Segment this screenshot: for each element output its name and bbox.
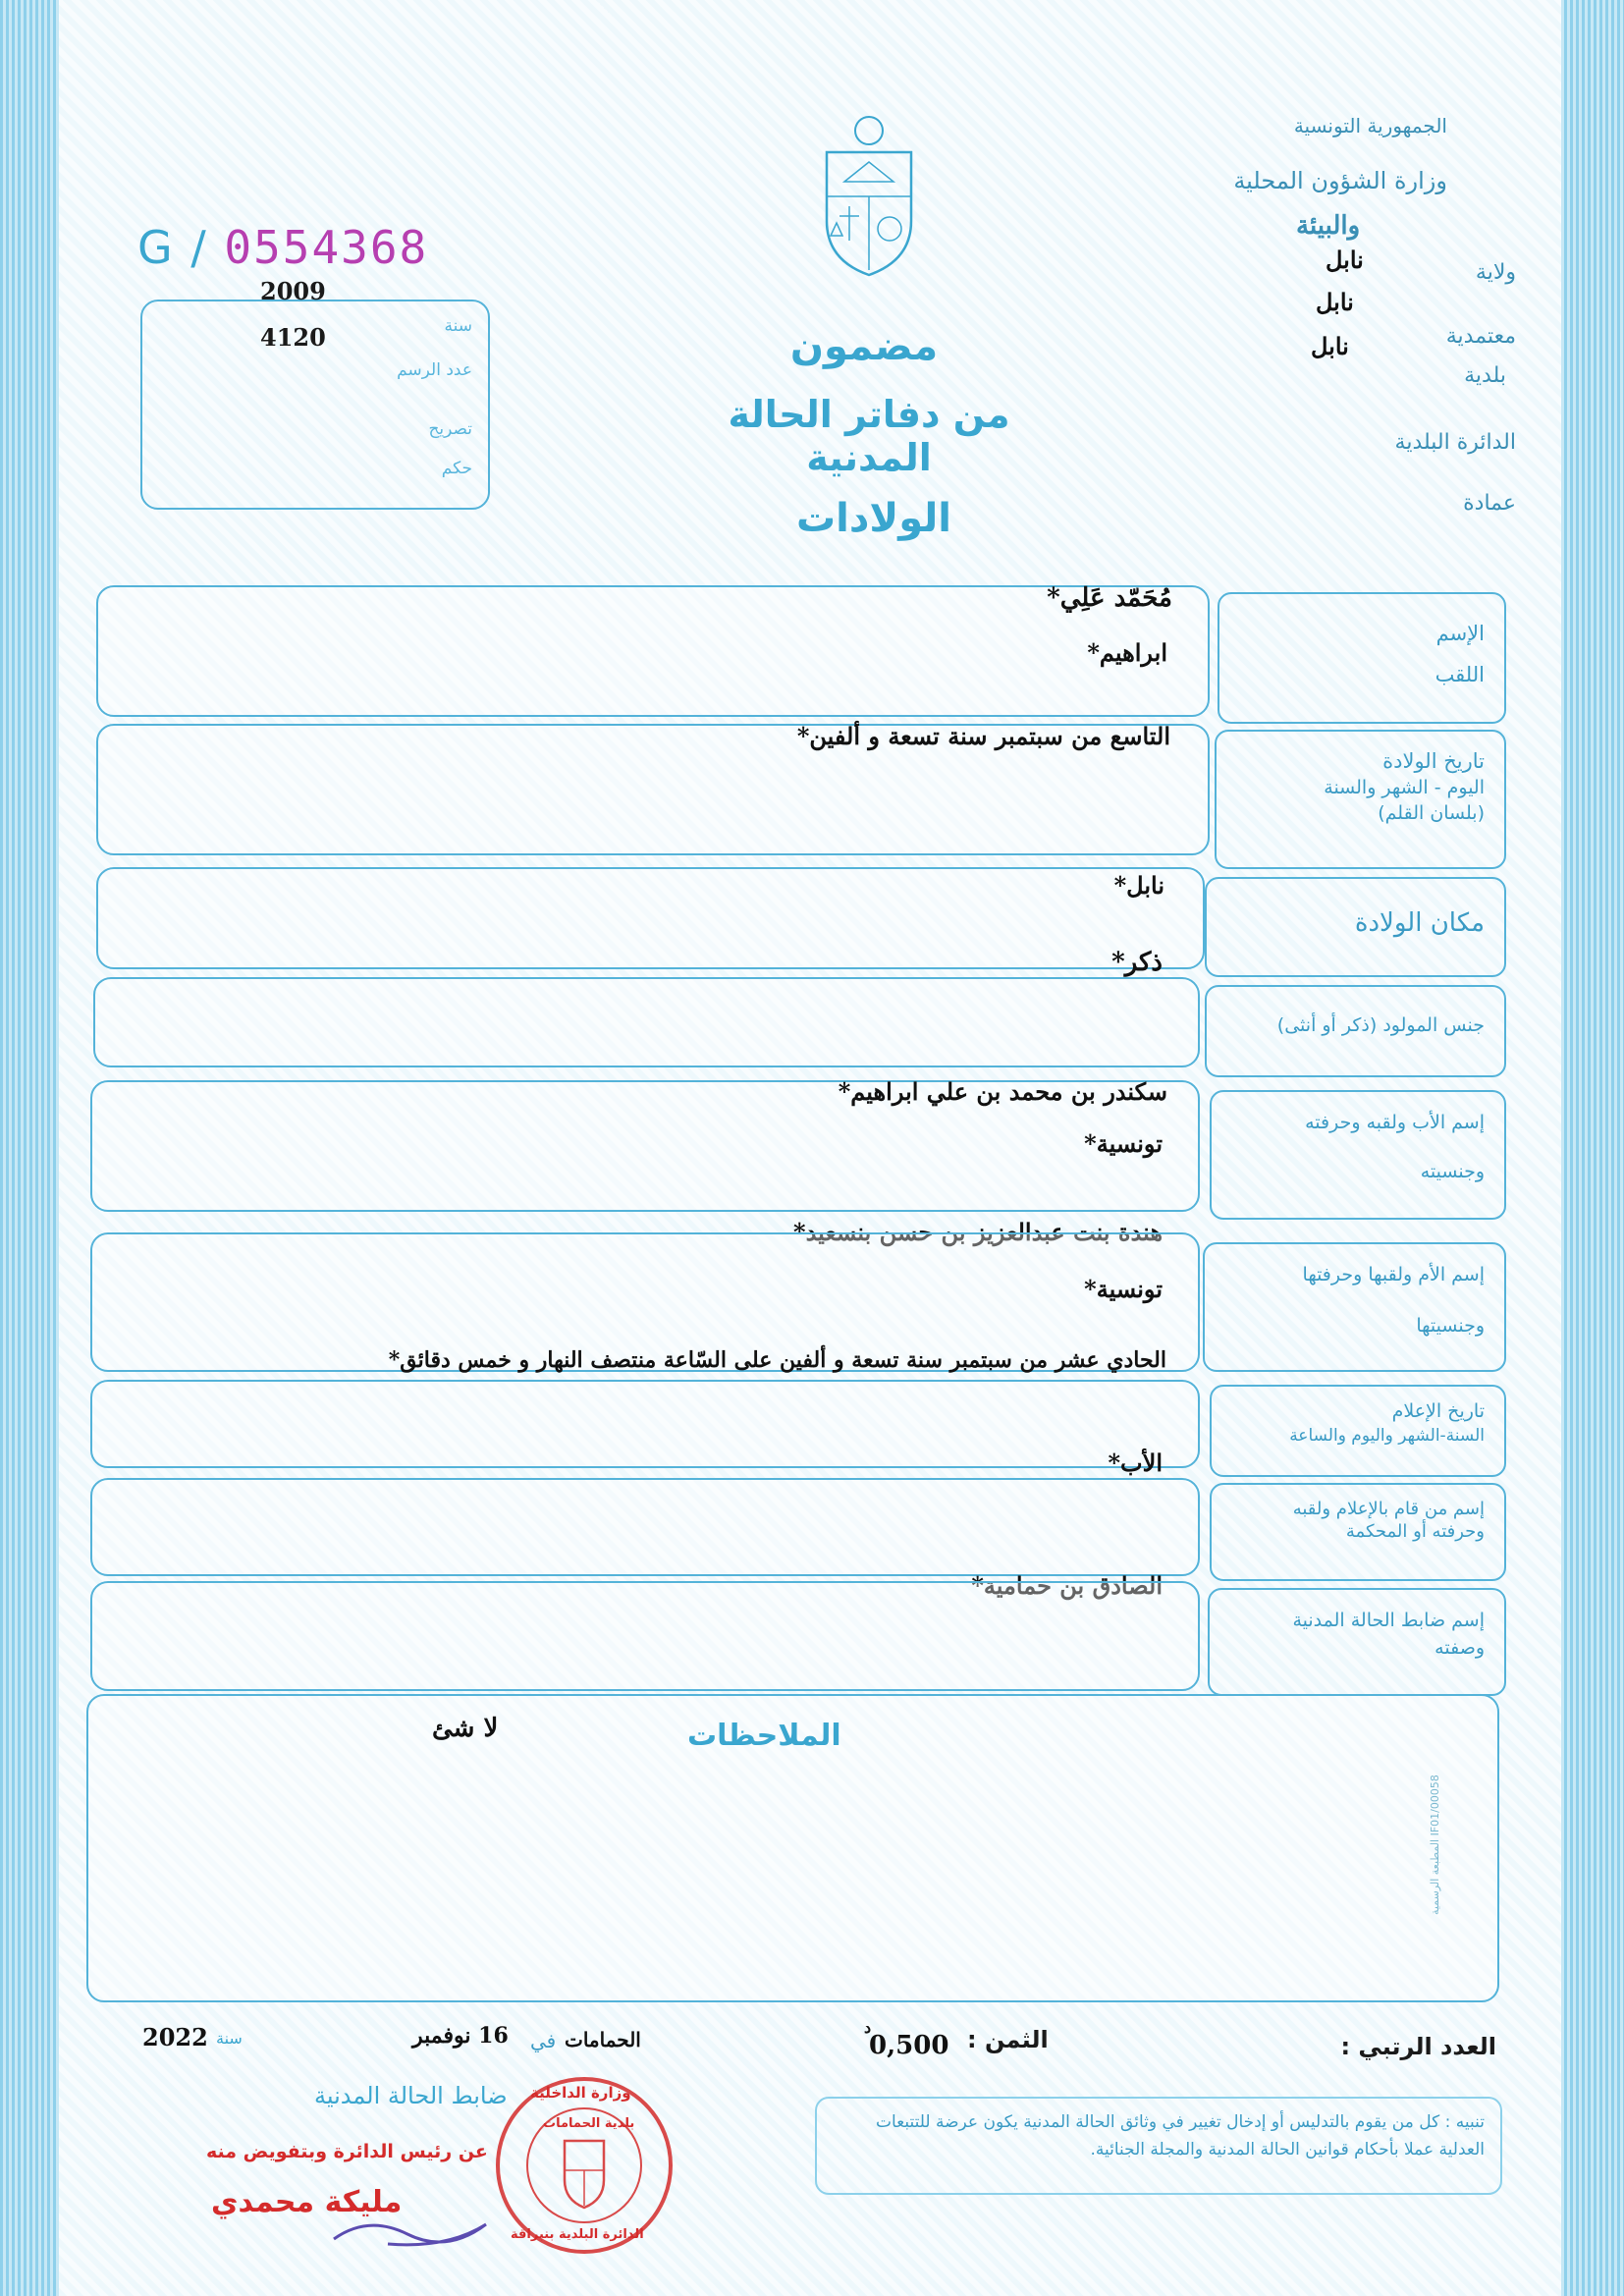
declaration-date-value-box xyxy=(90,1380,1200,1468)
declaration-label: تصريح xyxy=(428,419,472,439)
officer-label-box xyxy=(1208,1588,1506,1696)
document-title: مضمون xyxy=(789,324,939,369)
name-value-box xyxy=(96,585,1210,717)
legal-notice: تنبيه : كل من يقوم بالتدليس أو إدخال تغيير في وثائق الحالة المدنية يكون عرضة للتتبعات العدلية عملا بأحكام قوانين الحالة المدنية والمجلة الجنائية. xyxy=(815,2097,1502,2195)
officer-value: الصادق بن حمامية* xyxy=(971,1571,1163,1600)
issuing-authority xyxy=(1153,108,1447,194)
declaration-date-label-1: تاريخ الإعلام xyxy=(1391,1400,1485,1422)
birth-date-label-2: اليوم - الشهر والسنة xyxy=(1324,777,1485,798)
birth-date-value: التاسع من سبتمبر سنة تسعة و ألفين* xyxy=(796,722,1170,750)
officer-value-box xyxy=(90,1581,1200,1691)
declarant-label-2: وحرفته أو المحكمة xyxy=(1345,1521,1485,1542)
district-label: الدائرة البلدية xyxy=(1394,430,1516,455)
mother-nationality: تونسية* xyxy=(1084,1275,1163,1303)
municipality-value: نابل xyxy=(1311,332,1349,360)
issue-place: الحمامات xyxy=(565,2028,641,2051)
serial-value: 0554368 xyxy=(224,221,429,274)
ministry-name: وزارة الشؤون المحلية xyxy=(1233,167,1447,194)
officer-label-1: إسم ضابط الحالة المدنية xyxy=(1292,1610,1485,1631)
birth-date-label-1: تاريخ الولادة xyxy=(1382,749,1485,773)
ministry-suffix: والبيئة xyxy=(1296,211,1361,241)
declarant-label-box xyxy=(1210,1483,1506,1581)
name-label-box xyxy=(1218,592,1506,724)
stamp-top-text: وزارة الداخلية xyxy=(530,2084,631,2102)
stamp-bottom-text: الدائرة البلدية بنبراقة xyxy=(511,2227,644,2242)
name-label: الإسم xyxy=(1435,622,1485,645)
judgment-label: حكم xyxy=(441,459,472,478)
birth-place-label: مكان الولادة xyxy=(1354,908,1485,938)
stamp-middle-text: بلدية الحمامات xyxy=(543,2116,635,2131)
father-label-1: إسم الأب ولقبه وحرفته xyxy=(1305,1112,1485,1133)
serial-number xyxy=(137,221,428,274)
declarant-value: الأب* xyxy=(1108,1449,1163,1477)
issue-year: 2022 xyxy=(142,2023,208,2051)
declaration-date-label-box xyxy=(1210,1385,1506,1477)
act-number-value: 4120 xyxy=(260,323,326,352)
document-subtitle: من دفاتر الحالة المدنية xyxy=(728,393,1010,479)
signature-scribble-icon xyxy=(329,2205,496,2254)
issue-date: 16 نوفمبر xyxy=(412,2023,509,2049)
printer-mark: المطبعة الرسمية IF01/00058 xyxy=(1429,1775,1441,1915)
declaration-date-label-2: السنة-الشهر واليوم والساعة xyxy=(1289,1426,1485,1446)
serial-order-label: العدد الرتبي : xyxy=(1340,2033,1496,2060)
section-title: الولادات xyxy=(795,496,952,541)
declarant-value-box xyxy=(90,1478,1200,1576)
delegation-text: عن رئيس الدائرة وبتفويض منه xyxy=(206,2141,488,2162)
remarks-label: الملاحظات xyxy=(687,1719,841,1753)
year-value: 2009 xyxy=(260,277,326,305)
mother-label-box xyxy=(1203,1242,1506,1372)
imada-label: عمادة xyxy=(1463,491,1516,516)
declaration-date-value: الحادي عشر من سبتمبر سنة تسعة و ألفين على السّاعة منتصف النهار و خمس دقائق* xyxy=(388,1347,1166,1373)
serial-prefix: G / xyxy=(137,221,208,274)
birth-date-label-box xyxy=(1215,730,1506,869)
tunisia-coat-of-arms-icon xyxy=(815,113,923,280)
surname-value: ابراهيم* xyxy=(1087,638,1167,667)
birth-place-label-box xyxy=(1205,877,1506,977)
father-value: سكندر بن محمد بن علي ابراهيم* xyxy=(838,1077,1167,1106)
mother-value: هندة بنت عبدالعزيز بن حسن بنسعيد* xyxy=(793,1218,1163,1246)
governorate-value: نابل xyxy=(1326,246,1364,274)
surname-label: اللقب xyxy=(1435,663,1485,686)
price-value: 0,500 xyxy=(869,2031,949,2060)
declarant-label-1: إسم من قام بالإعلام ولقبه xyxy=(1292,1499,1485,1519)
father-nationality: تونسية* xyxy=(1084,1129,1163,1158)
municipality-label: بلدية xyxy=(1464,363,1506,388)
price-unit: د xyxy=(864,2018,872,2037)
act-number-label: عدد الرسم xyxy=(397,360,472,380)
birth-date-label-3: (بلسان القلم) xyxy=(1378,802,1485,824)
sex-label-box xyxy=(1205,985,1506,1077)
signatory-name: مليكة محمدي xyxy=(211,2185,403,2219)
date-prefix: في xyxy=(530,2029,557,2052)
remarks-value: لا شئ xyxy=(432,1714,499,1743)
father-label-2: وجنسيته xyxy=(1420,1161,1485,1182)
republic-name: الجمهورية التونسية xyxy=(1293,114,1447,137)
sex-value: ذكر* xyxy=(1111,948,1163,977)
right-border-decoration xyxy=(1555,0,1624,2296)
delegation-label: معتمدية xyxy=(1445,324,1516,349)
delegation-value: نابل xyxy=(1316,288,1354,316)
name-value: مُحَمّد عَلِي* xyxy=(1047,583,1172,613)
reference-box xyxy=(140,277,490,510)
birth-place-value-box xyxy=(96,867,1205,969)
price-label: الثمن : xyxy=(967,2026,1049,2053)
mother-label-2: وجنسيتها xyxy=(1416,1315,1485,1337)
sex-label: جنس المولود (ذكر أو أنثى) xyxy=(1276,1014,1485,1036)
sex-value-box xyxy=(93,977,1200,1067)
governorate-label: ولاية xyxy=(1475,260,1516,285)
issue-year-label: سنة xyxy=(216,2029,243,2048)
officer-signature-title: ضابط الحالة المدنية xyxy=(314,2082,508,2109)
father-label-box xyxy=(1210,1090,1506,1220)
mother-label-1: إسم الأم ولقبها وحرفتها xyxy=(1302,1264,1485,1285)
officer-label-2: وصفته xyxy=(1435,1637,1485,1659)
year-label: سنة xyxy=(444,316,472,336)
birth-place-value: نابل* xyxy=(1113,871,1164,900)
